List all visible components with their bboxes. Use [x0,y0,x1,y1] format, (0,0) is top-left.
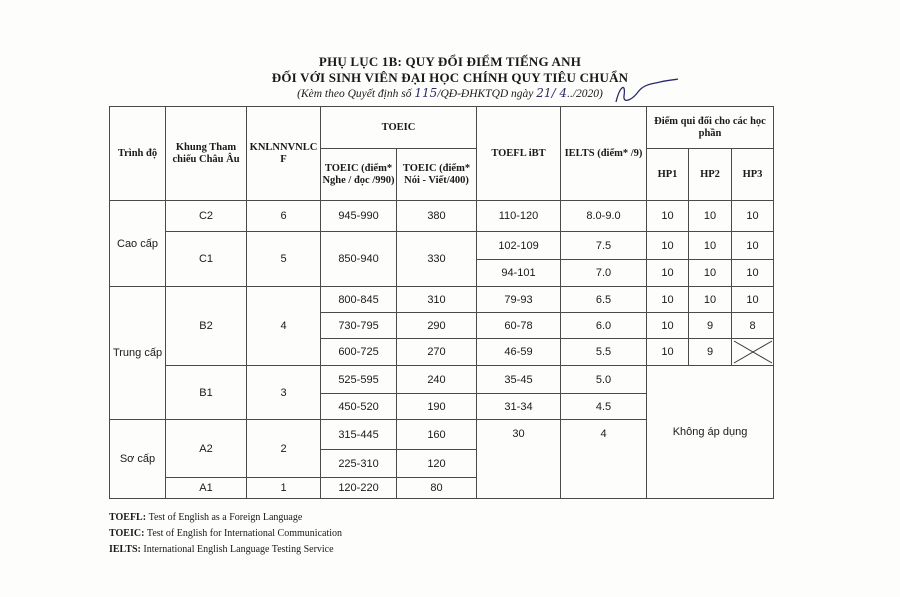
toeic-sw-cell: 190 [397,394,477,420]
toeic-sw-cell: 120 [397,450,477,478]
toeic-sw-cell: 330 [397,232,477,287]
document-subtitle [0,86,900,100]
toeic-sw-cell: 80 [397,478,477,499]
knl-cell: 5 [247,232,321,287]
cefr-cell: A2 [166,420,247,478]
toeic-lr-cell: 850-940 [321,232,397,287]
knl-cell: 1 [247,478,321,499]
toeic-lr-cell: 800-845 [321,287,397,313]
header-toeic-sw: TOEIC (điểm* Nói - Viết/400) [397,149,477,201]
header-converted: Điểm qui đổi cho các học phần [647,107,774,149]
header-knlnn: KNLNNVNLC F [247,107,321,201]
header-ielts: IELTS (điểm* /9) [561,107,647,201]
ielts-cell: 7.5 [561,232,647,260]
knl-cell: 2 [247,420,321,478]
ielts-cell: 5.0 [561,366,647,394]
toefl-cell: 30 [477,420,561,499]
toefl-cell: 94-101 [477,260,561,287]
toeic-sw-cell: 240 [397,366,477,394]
header-hp1: HP1 [647,149,689,201]
hp1-cell: 10 [647,232,689,260]
level-elementary: Sơ cấp [110,420,166,499]
hp3-cell: 8 [732,313,774,339]
hp2-cell: 9 [689,313,732,339]
ielts-cell: 7.0 [561,260,647,287]
knl-cell: 4 [247,287,321,366]
decision-number: 115 [414,86,438,100]
header-cefr: Khung Tham chiếu Châu Âu [166,107,247,201]
document-title-line2: ĐỐI VỚI SINH VIÊN ĐẠI HỌC CHÍNH QUY TIÊU CHUẨN [271,70,629,85]
ielts-cell: 6.0 [561,313,647,339]
subtitle-prefix: (Kèm theo Quyết định số [297,88,415,100]
toeic-lr-cell: 120-220 [321,478,397,499]
toefl-cell: 46-59 [477,339,561,366]
hp2-cell: 10 [689,287,732,313]
ielts-cell: 4 [561,420,647,499]
hp1-cell: 10 [647,339,689,366]
toeic-lr-cell: 600-725 [321,339,397,366]
toeic-sw-cell: 290 [397,313,477,339]
knl-cell: 6 [247,201,321,232]
document-title: PHỤ LỤC 1B: QUY ĐỔI ĐIỂM TIẾNG ANH [318,54,582,69]
ielts-cell: 6.5 [561,287,647,313]
hp3-cell: 10 [732,201,774,232]
hp3-cell: 10 [732,260,774,287]
cross-mark-icon [732,339,774,365]
ielts-cell: 8.0-9.0 [561,201,647,232]
hp1-cell: 10 [647,313,689,339]
table-row [110,366,774,394]
footnote-toeic: TOEIC: Test of English for International Communication [109,528,342,539]
toeic-lr-cell: 225-310 [321,450,397,478]
toeic-sw-cell: 310 [397,287,477,313]
header-hp3: HP3 [732,149,774,201]
footnote-key: IELTS [109,544,138,555]
toeic-lr-cell: 525-595 [321,366,397,394]
toefl-cell: 79-93 [477,287,561,313]
toefl-cell: 31-34 [477,394,561,420]
cefr-cell: A1 [166,478,247,499]
hp3-cell: 10 [732,287,774,313]
footnote-text: Test of English for International Communication [146,528,342,539]
crossed-out-cell [732,339,774,366]
footnotes [109,510,342,558]
decision-date: 21/ 4 [536,86,568,100]
header-toeic-lr: TOEIC (điểm* Nghe / đọc /990) [321,149,397,201]
hp2-cell: 10 [689,201,732,232]
hp3-cell: 10 [732,232,774,260]
toeic-lr-cell: 945-990 [321,201,397,232]
hp2-cell: 9 [689,339,732,366]
footnote-key: TOEFL [109,512,143,523]
header-hp2: HP2 [689,149,732,201]
footnote-text: Test of English as a Foreign Language [148,512,303,523]
hp2-cell: 10 [689,260,732,287]
toefl-cell: 60-78 [477,313,561,339]
cefr-cell: C1 [166,232,247,287]
subtitle-suffix: ../2020) [567,88,603,100]
toeic-lr-cell: 315-445 [321,420,397,450]
footnote-ielts: IELTS: International English Language Testing Service [109,544,334,555]
header-level: Trình độ [110,107,166,201]
toeic-sw-cell: 160 [397,420,477,450]
hp2-cell: 10 [689,232,732,260]
ielts-cell: 5.5 [561,339,647,366]
conversion-table [109,106,774,499]
toeic-lr-cell: 730-795 [321,313,397,339]
toeic-lr-cell: 450-520 [321,394,397,420]
ielts-cell: 4.5 [561,394,647,420]
footnote-text: International English Language Testing Service [143,544,334,555]
hp1-cell: 10 [647,260,689,287]
cefr-cell: B2 [166,287,247,366]
toefl-cell: 102-109 [477,232,561,260]
footnote-key: TOEIC [109,528,142,539]
header-toeic: TOEIC [321,107,477,149]
level-advanced: Cao cấp [110,201,166,287]
hp1-cell: 10 [647,287,689,313]
header-toefl: TOEFL iBT [477,107,561,201]
toeic-sw-cell: 270 [397,339,477,366]
table-row [110,201,774,232]
toeic-sw-cell: 380 [397,201,477,232]
hp1-cell: 10 [647,201,689,232]
table-row [110,287,774,313]
level-intermediate: Trung cấp [110,287,166,420]
toefl-cell: 35-45 [477,366,561,394]
not-applicable-cell: Không áp dụng [647,366,774,499]
table-row [110,232,774,260]
cefr-cell: C2 [166,201,247,232]
toefl-cell: 110-120 [477,201,561,232]
knl-cell: 3 [247,366,321,420]
subtitle-middle: /QĐ-ĐHKTQD ngày [437,88,537,100]
footnote-toefl: TOEFL: Test of English as a Foreign Language [109,512,303,523]
cefr-cell: B1 [166,366,247,420]
handwritten-signature [612,76,682,108]
